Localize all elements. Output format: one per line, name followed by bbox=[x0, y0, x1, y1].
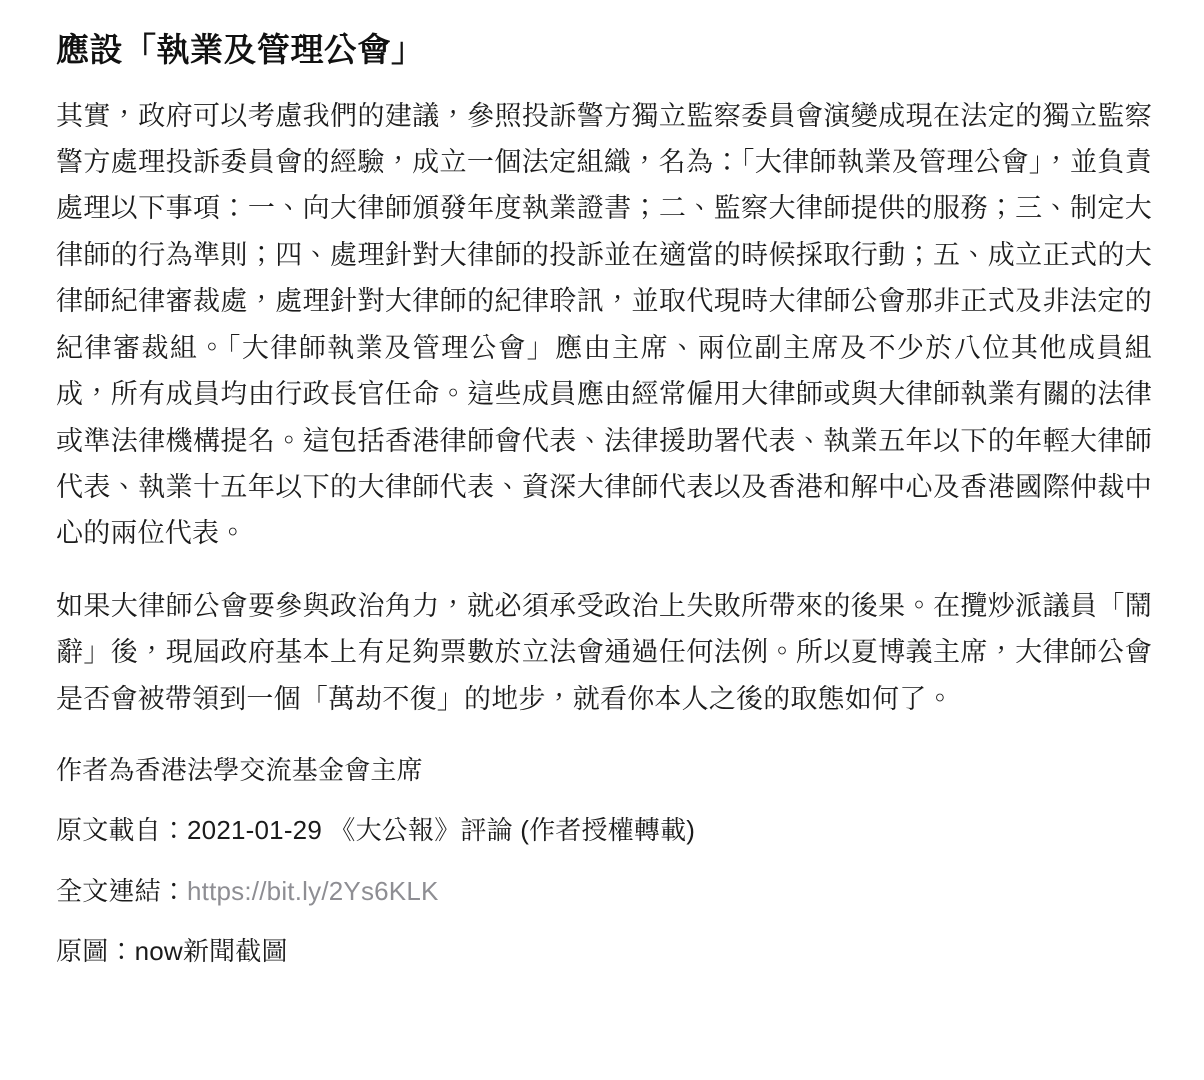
source-line: 原文載自：2021-01-29 《大公報》評論 (作者授權轉載) bbox=[56, 815, 696, 846]
fulltext-link[interactable]: https://bit.ly/2Ys6KLK bbox=[187, 875, 439, 906]
image-credit: 原圖：now新聞截圖 bbox=[56, 935, 288, 966]
page-title: 應設「執業及管理公會」 bbox=[56, 31, 425, 68]
author-note: 作者為香港法學交流基金會主席 bbox=[56, 755, 423, 786]
article-paragraph: 其實，政府可以考慮我們的建議，參照投訴警方獨立監察委員會演變成現在法定的獨立監察警方處理投訴委員會的經驗，成立一個法定組織，名為：「大律師執業及管理公會」，並負責處理以下事項：一、向大律師頒發年度執業證書；二、監察大律師提供的服務；三、制定大律師的行為準則；四、處理針對大律師的投訴並在適當的時候採取行動；五、成立正式的大律師紀律審裁處，處理針對大律師的紀律聆訊，並取代現時大律師公會那非正式及非法定的紀律審裁組。「大律師執業及管理公會」應由主席、兩位副主席及不少於八位其他成員組成，所有成員均由行政長官任命。這些成員應由經常僱用大律師或與大律師執業有關的法律或準法律機構提名。這包括香港律師會代表、法律援助署代表、執業五年以下的年輕大律師代表、執業十五年以下的大律師代表、資深大律師代表以及香港和解中心及香港國際仲裁中心的兩位代表。 bbox=[56, 100, 1152, 549]
fulltext-label: 全文連結： bbox=[56, 875, 188, 906]
article-paragraph: 如果大律師公會要參與政治角力，就必須承受政治上失敗所帶來的後果。在攬炒派議員「鬧辭」後，現屆政府基本上有足夠票數於立法會通過任何法例。所以夏博義主席，大律師公會是否會被帶領到一個「萬劫不復」的地步，就看你本人之後的取態如何了。 bbox=[56, 590, 1152, 714]
fulltext-line bbox=[56, 869, 1152, 913]
